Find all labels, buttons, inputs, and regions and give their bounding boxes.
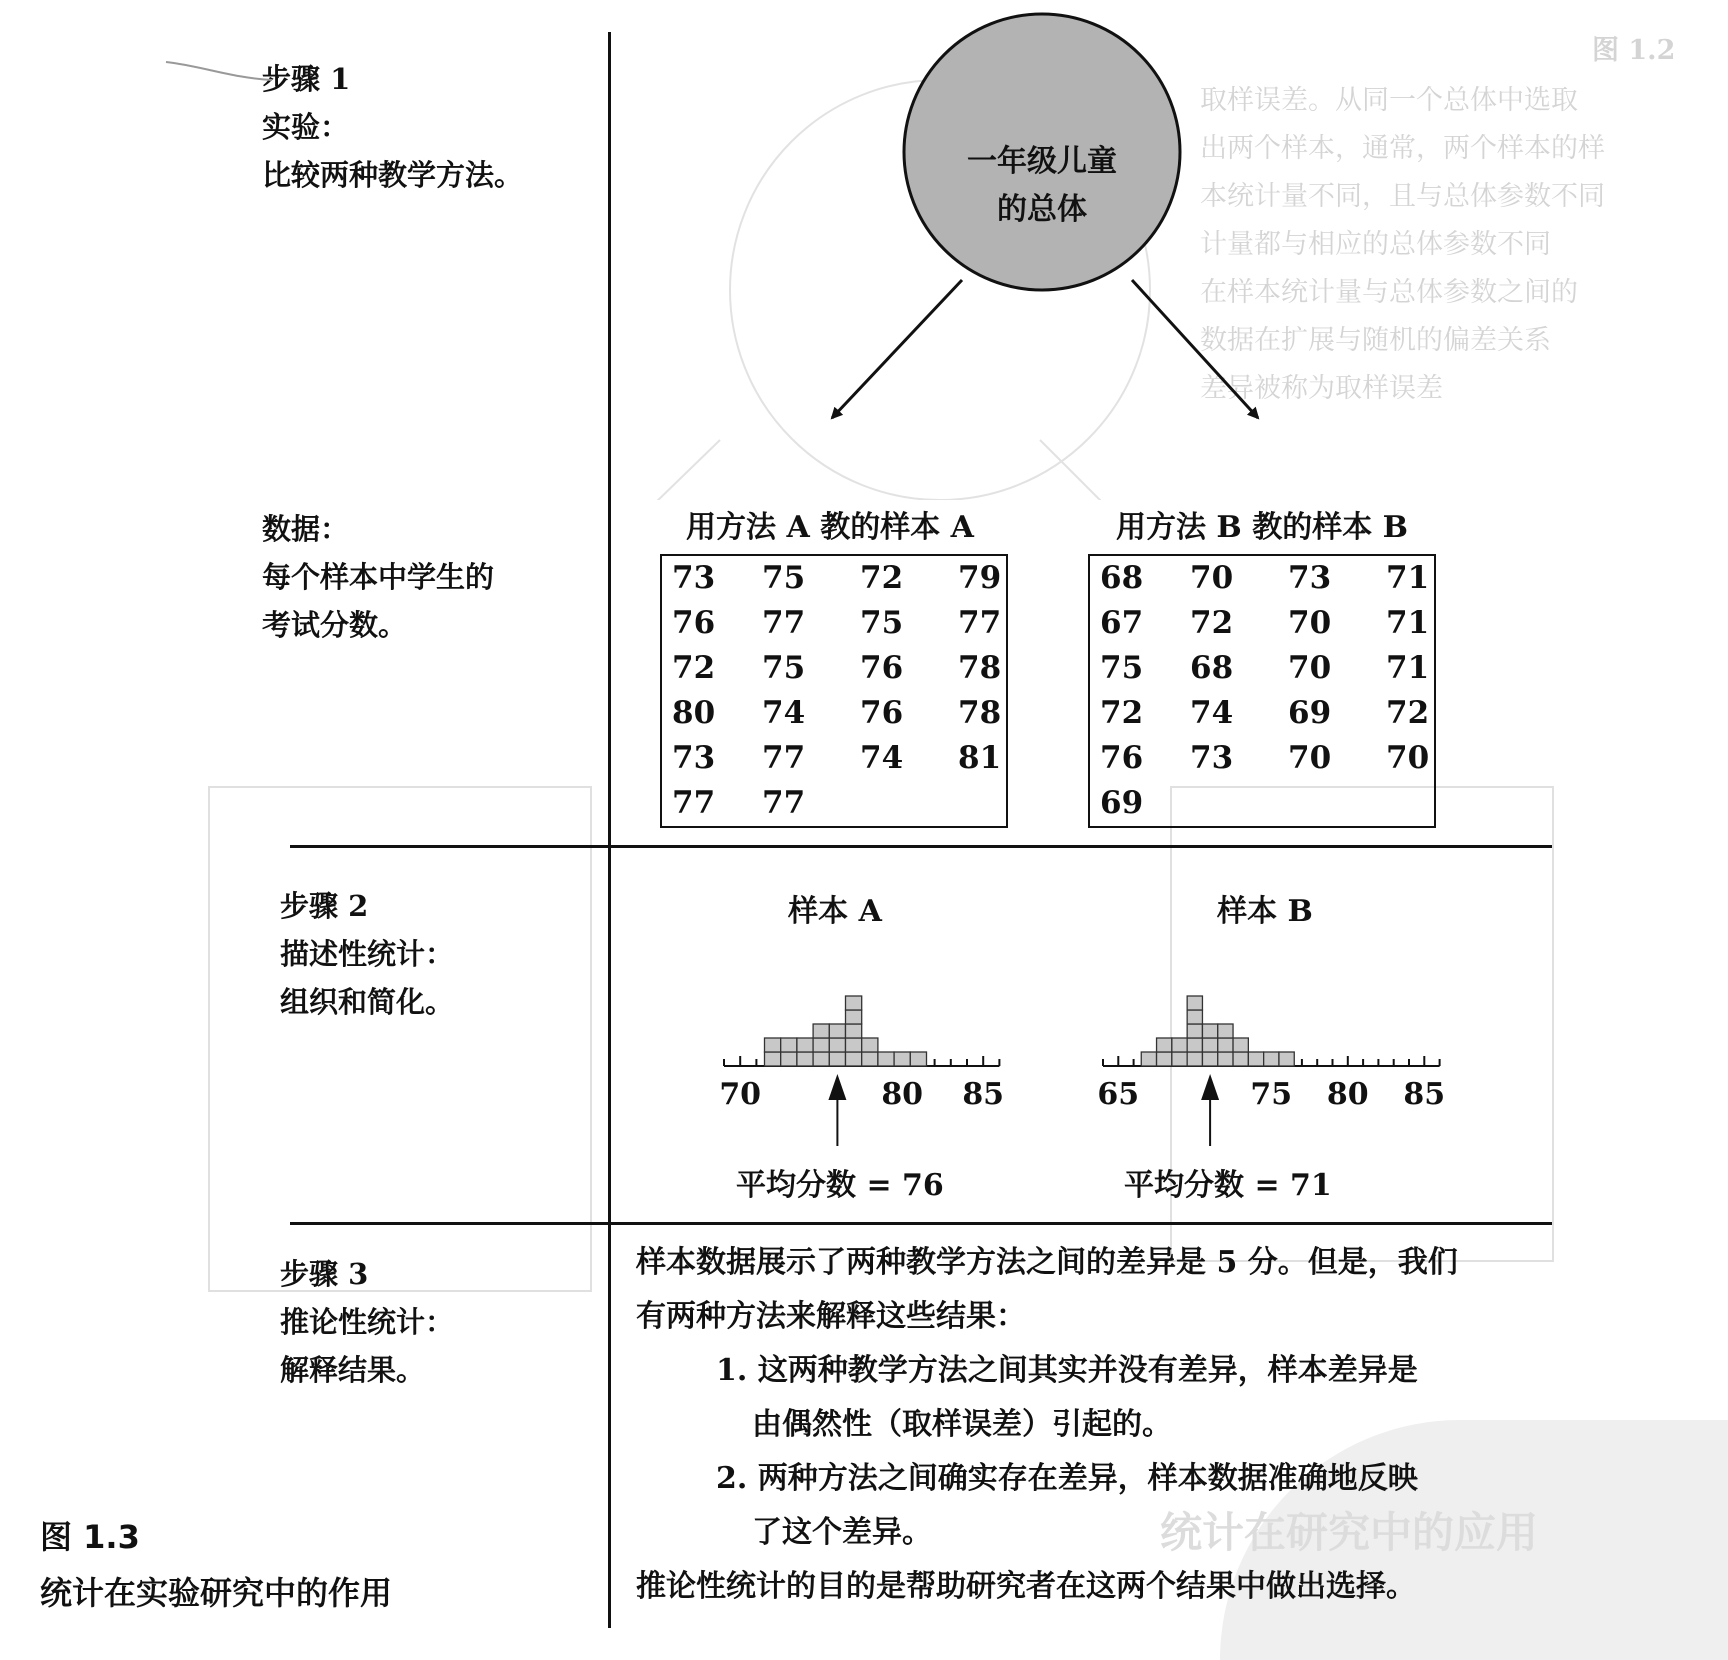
step2-heading: 步骤 2 — [280, 889, 369, 923]
table-cell: 76 — [860, 650, 904, 686]
table-cell: 73 — [672, 740, 716, 776]
table-cell: 74 — [762, 695, 806, 731]
hist-block — [1218, 1052, 1233, 1066]
divider-step3 — [290, 1222, 1552, 1225]
table-cell: 68 — [1190, 650, 1234, 686]
ghost-arrow-right — [1040, 440, 1370, 500]
arrow-to-sample-b — [1132, 280, 1258, 418]
table-cell: 68 — [1100, 560, 1144, 596]
hist-block — [846, 1010, 862, 1024]
table-cell: 71 — [1386, 560, 1430, 596]
table-cell: 73 — [672, 560, 716, 596]
hist-block — [846, 1038, 862, 1052]
table-cell: 73 — [1190, 740, 1234, 776]
hist-block — [797, 1052, 813, 1066]
table-cell: 70 — [1288, 650, 1332, 686]
ghost-text-line: 在样本统计量与总体参数之间的 — [1200, 277, 1578, 308]
step3-item2b: 了这个差异。 — [752, 1515, 932, 1550]
hist-block — [781, 1052, 797, 1066]
hist-block — [1172, 1038, 1187, 1052]
hist-block — [846, 996, 862, 1010]
ghost-banner-text: 统计在研究中的应用 — [1160, 1508, 1539, 1557]
hist-block — [1187, 1038, 1202, 1052]
data-heading: 数据： — [262, 512, 350, 546]
hist-a-mean: 平均分数 = 76 — [736, 1168, 944, 1203]
hist-a-title: 样本 A — [788, 894, 882, 929]
table-cell: 77 — [762, 605, 806, 641]
step3-item2a: 2. 两种方法之间确实存在差异，样本数据准确地反映 — [716, 1461, 1418, 1496]
hist-block — [1279, 1052, 1294, 1066]
hist-block — [1218, 1038, 1233, 1052]
table-cell: 75 — [1100, 650, 1144, 686]
table-cell: 80 — [672, 695, 716, 731]
population-label-line2: 的总体 — [997, 192, 1087, 227]
hist-block — [910, 1052, 926, 1066]
hist-block — [829, 1052, 845, 1066]
step3-heading: 步骤 3 — [280, 1257, 369, 1291]
hist-block — [765, 1052, 781, 1066]
hist-block — [1248, 1052, 1263, 1066]
ghost-figure-title: 图 1.2 — [1592, 35, 1676, 66]
table-cell: 81 — [958, 740, 1002, 776]
step3-item1a: 1. 这两种教学方法之间其实并没有差异，样本差异是 — [716, 1353, 1418, 1388]
step3-title: 推论性统计： — [280, 1305, 455, 1339]
hist-block — [781, 1038, 797, 1052]
ghost-text-line: 差异被称为取样误差 — [1200, 373, 1443, 404]
table-cell: 77 — [762, 785, 806, 821]
hist-tick-label: 75 — [1250, 1077, 1293, 1112]
table-cell: 72 — [1100, 695, 1144, 731]
table-cell: 70 — [1288, 740, 1332, 776]
hist-block — [1202, 1038, 1217, 1052]
table-cell: 70 — [1288, 605, 1332, 641]
sample-a-table — [660, 554, 1008, 828]
population-label-line1: 一年级儿童 — [967, 144, 1117, 179]
step2-title: 描述性统计： — [280, 937, 455, 971]
hist-block — [797, 1038, 813, 1052]
table-cell: 71 — [1386, 650, 1430, 686]
hist-tick-label: 65 — [1097, 1077, 1140, 1112]
data-description-2: 考试分数。 — [262, 608, 408, 642]
step3-line1: 样本数据展示了两种教学方法之间的差异是 5 分。但是，我们 — [636, 1245, 1458, 1280]
hist-block — [1264, 1052, 1279, 1066]
pen-stroke-mark — [162, 52, 282, 92]
data-label — [262, 505, 494, 649]
population-label — [922, 138, 1162, 234]
table-cell: 73 — [1288, 560, 1332, 596]
hist-block — [813, 1024, 829, 1038]
hist-block — [1202, 1024, 1217, 1038]
table-cell: 70 — [1190, 560, 1234, 596]
step1-heading: 步骤 1 — [262, 62, 351, 96]
hist-b-mean: 平均分数 = 71 — [1124, 1168, 1332, 1203]
table-cell: 67 — [1100, 605, 1144, 641]
table-cell: 69 — [1100, 785, 1144, 821]
step2-label — [280, 882, 454, 1026]
ghost-text-line: 本统计量不同，且与总体参数不同 — [1200, 181, 1605, 212]
hist-block — [1157, 1052, 1172, 1066]
mean-arrow-head — [828, 1074, 846, 1100]
step2-description: 组织和简化。 — [280, 985, 455, 1019]
sample-b-title: 用方法 B 教的样本 B — [1115, 510, 1409, 545]
hist-block — [1187, 996, 1202, 1010]
ghost-text-line: 出两个样本，通常，两个样本的样 — [1200, 133, 1605, 164]
table-cell: 72 — [672, 650, 716, 686]
table-cell: 71 — [1386, 605, 1430, 641]
step3-item1b: 由偶然性（取样误差）引起的。 — [752, 1407, 1172, 1442]
hist-block — [813, 1052, 829, 1066]
step1-description: 比较两种教学方法。 — [262, 158, 524, 192]
hist-block — [813, 1038, 829, 1052]
hist-block — [1187, 1024, 1202, 1038]
histograms — [610, 960, 1610, 1190]
hist-block — [894, 1052, 910, 1066]
table-cell: 79 — [958, 560, 1002, 596]
hist-block — [1233, 1052, 1248, 1066]
step3-description: 解释结果。 — [280, 1353, 426, 1387]
hist-block — [1202, 1052, 1217, 1066]
table-cell: 75 — [860, 605, 904, 641]
hist-tick-label: 85 — [962, 1077, 1005, 1112]
ghost-box-left — [208, 786, 592, 1292]
mean-arrow-head — [1201, 1074, 1219, 1100]
hist-block — [878, 1052, 894, 1066]
hist-tick-label: 80 — [881, 1077, 924, 1112]
table-cell: 77 — [762, 740, 806, 776]
step3-line2: 有两种方法来解释这些结果： — [636, 1299, 1026, 1334]
hist-block — [1187, 1010, 1202, 1024]
table-cell: 76 — [1100, 740, 1144, 776]
hist-b-title: 样本 B — [1217, 894, 1313, 929]
hist-block — [862, 1038, 878, 1052]
table-cell: 75 — [762, 650, 806, 686]
figure-number: 图 1.3 — [40, 1518, 140, 1556]
hist-block — [846, 1052, 862, 1066]
hist-block — [1218, 1024, 1233, 1038]
hist-tick-label: 80 — [1326, 1077, 1369, 1112]
table-cell: 72 — [860, 560, 904, 596]
hist-tick-label: 70 — [719, 1077, 762, 1112]
step1-title: 实验： — [262, 110, 350, 144]
hist-block — [829, 1038, 845, 1052]
table-cell: 78 — [958, 695, 1002, 731]
ghost-text-line: 数据在扩展与随机的偏差关系 — [1200, 325, 1551, 356]
step3-text — [636, 1236, 1458, 1614]
table-cell: 77 — [672, 785, 716, 821]
table-cell: 76 — [860, 695, 904, 731]
step3-conclusion: 推论性统计的目的是帮助研究者在这两个结果中做出选择。 — [636, 1569, 1416, 1604]
hist-block — [1141, 1052, 1156, 1066]
hist-block — [1187, 1052, 1202, 1066]
hist-block — [1233, 1038, 1248, 1052]
table-cell: 78 — [958, 650, 1002, 686]
step1-label — [262, 55, 523, 199]
table-cell: 74 — [1190, 695, 1234, 731]
figure-caption: 统计在实验研究中的作用 — [40, 1574, 393, 1612]
sample-b-table — [1088, 554, 1436, 828]
hist-block — [765, 1038, 781, 1052]
hist-block — [862, 1052, 878, 1066]
population-diagram — [610, 0, 1610, 500]
ghost-arrow-left — [610, 440, 720, 500]
data-description-1: 每个样本中学生的 — [262, 560, 495, 594]
hist-block — [846, 1024, 862, 1038]
ghost-text-line: 取样误差。从同一个总体中选取 — [1200, 85, 1578, 116]
table-cell: 72 — [1386, 695, 1430, 731]
table-cell: 75 — [762, 560, 806, 596]
table-cell: 72 — [1190, 605, 1234, 641]
hist-block — [1157, 1038, 1172, 1052]
arrow-to-sample-a — [832, 280, 962, 418]
ghost-text-line: 计量都与相应的总体参数不同 — [1200, 229, 1551, 260]
hist-tick-label: 85 — [1403, 1077, 1446, 1112]
hist-block — [1172, 1052, 1187, 1066]
hist-block — [829, 1024, 845, 1038]
table-cell: 77 — [958, 605, 1002, 641]
table-cell: 70 — [1386, 740, 1430, 776]
sample-a-title: 用方法 A 教的样本 A — [686, 510, 974, 545]
divider-step2 — [290, 845, 1552, 848]
table-cell: 74 — [860, 740, 904, 776]
step3-label — [280, 1250, 454, 1394]
table-cell: 69 — [1288, 695, 1332, 731]
table-cell: 76 — [672, 605, 716, 641]
